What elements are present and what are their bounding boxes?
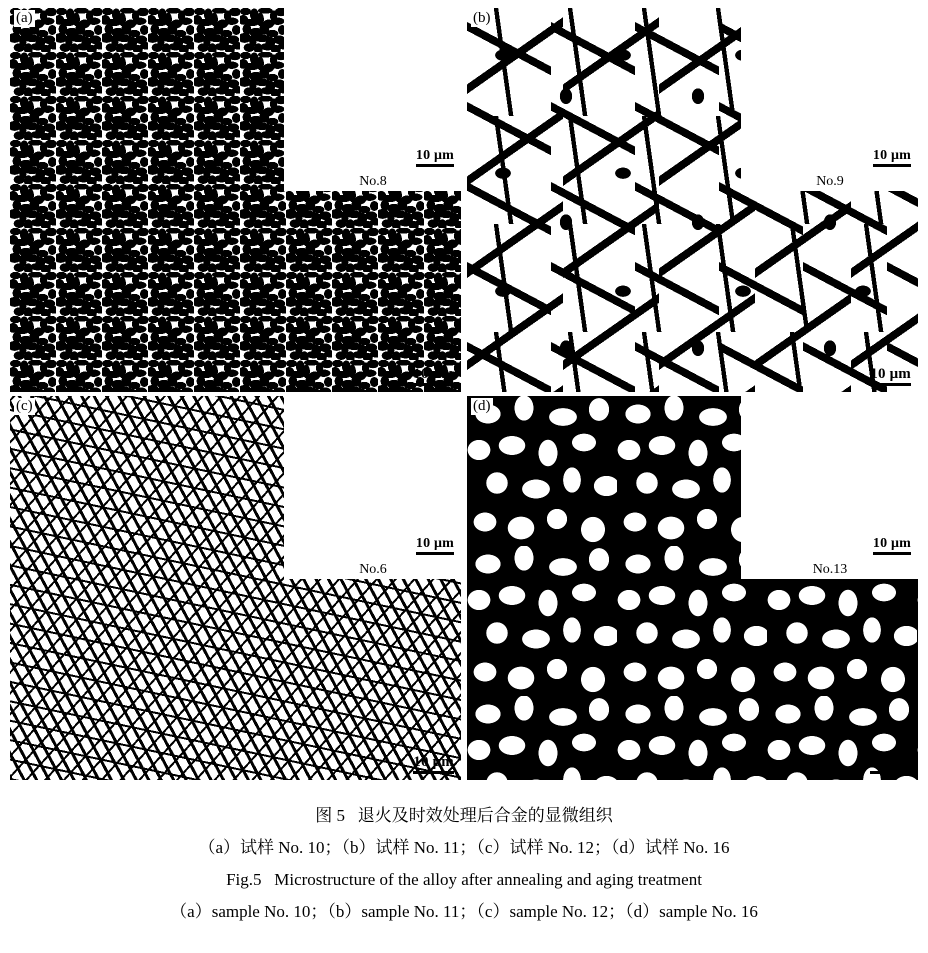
inset-scalebar-line-b [873, 164, 911, 167]
inset-panel-c [284, 396, 461, 579]
scalebar-line-a [413, 383, 454, 386]
panel-label-a: (a) [16, 10, 33, 26]
scalebar-line-d [870, 771, 911, 774]
inset-caption-b: No.9 [742, 173, 918, 191]
inset-scalebar-label-d: 10 μm [872, 536, 911, 551]
scalebar-c [413, 755, 454, 774]
inset-image-a [285, 8, 461, 173]
scalebar-label-d: 10 μm [870, 754, 911, 770]
micrograph-panel-c [10, 396, 461, 780]
scalebar-label-c: 10 μm [413, 754, 454, 770]
inset-caption-c: No.6 [285, 561, 461, 579]
scalebar-label-b: 10 μm [870, 366, 911, 382]
micrograph-panel-a [10, 8, 461, 392]
inset-scalebar-label-a: 10 μm [415, 148, 454, 163]
caption-subtitle-cn: （a）试样 No. 10；（b）试样 No. 11；（c）试样 No. 12；（d）试样 No. 16 [198, 838, 730, 857]
inset-scalebar-label-b: 10 μm [872, 148, 911, 163]
scalebar-label-a: 10 μm [413, 366, 454, 382]
caption-subtitle-en: （a）sample No. 10；（b）sample No. 11；（c）sample No. 12；（d）sample No. 16 [170, 902, 758, 921]
inset-panel-b [741, 8, 918, 191]
inset-image-d [742, 396, 918, 561]
scalebar-a [413, 367, 454, 386]
micrograph-panel-d [467, 396, 918, 780]
inset-scalebar-line-c [416, 552, 454, 555]
inset-caption-d: No.13 [742, 561, 918, 579]
scalebar-line-b [870, 383, 911, 386]
inset-panel-d [741, 396, 918, 579]
inset-scalebar-a [416, 148, 454, 167]
scalebar-line-c [413, 771, 454, 774]
caption-title-cn: 图 5 退火及时效处理后合金的显微组织 [315, 806, 613, 825]
inset-scalebar-label-c: 10 μm [415, 536, 454, 551]
inset-image-b [742, 8, 918, 173]
panel-label-c: (c) [16, 398, 33, 414]
inset-scalebar-c [416, 536, 454, 555]
inset-scalebar-b [873, 148, 911, 167]
scalebar-b [870, 367, 911, 386]
panel-label-d: (d) [473, 398, 491, 414]
inset-scalebar-line-a [416, 164, 454, 167]
caption-title-en: Fig.5 Microstructure of the alloy after annealing and aging treatment [226, 870, 702, 889]
inset-scalebar-d [873, 536, 911, 555]
panel-label-b: (b) [473, 10, 491, 26]
inset-caption-a: No.8 [285, 173, 461, 191]
scalebar-d [870, 755, 911, 774]
inset-scalebar-line-d [873, 552, 911, 555]
micrograph-grid [10, 8, 918, 780]
micrograph-panel-b [467, 8, 918, 392]
inset-panel-a [284, 8, 461, 191]
inset-image-c [285, 396, 461, 561]
figure-caption [0, 800, 928, 928]
